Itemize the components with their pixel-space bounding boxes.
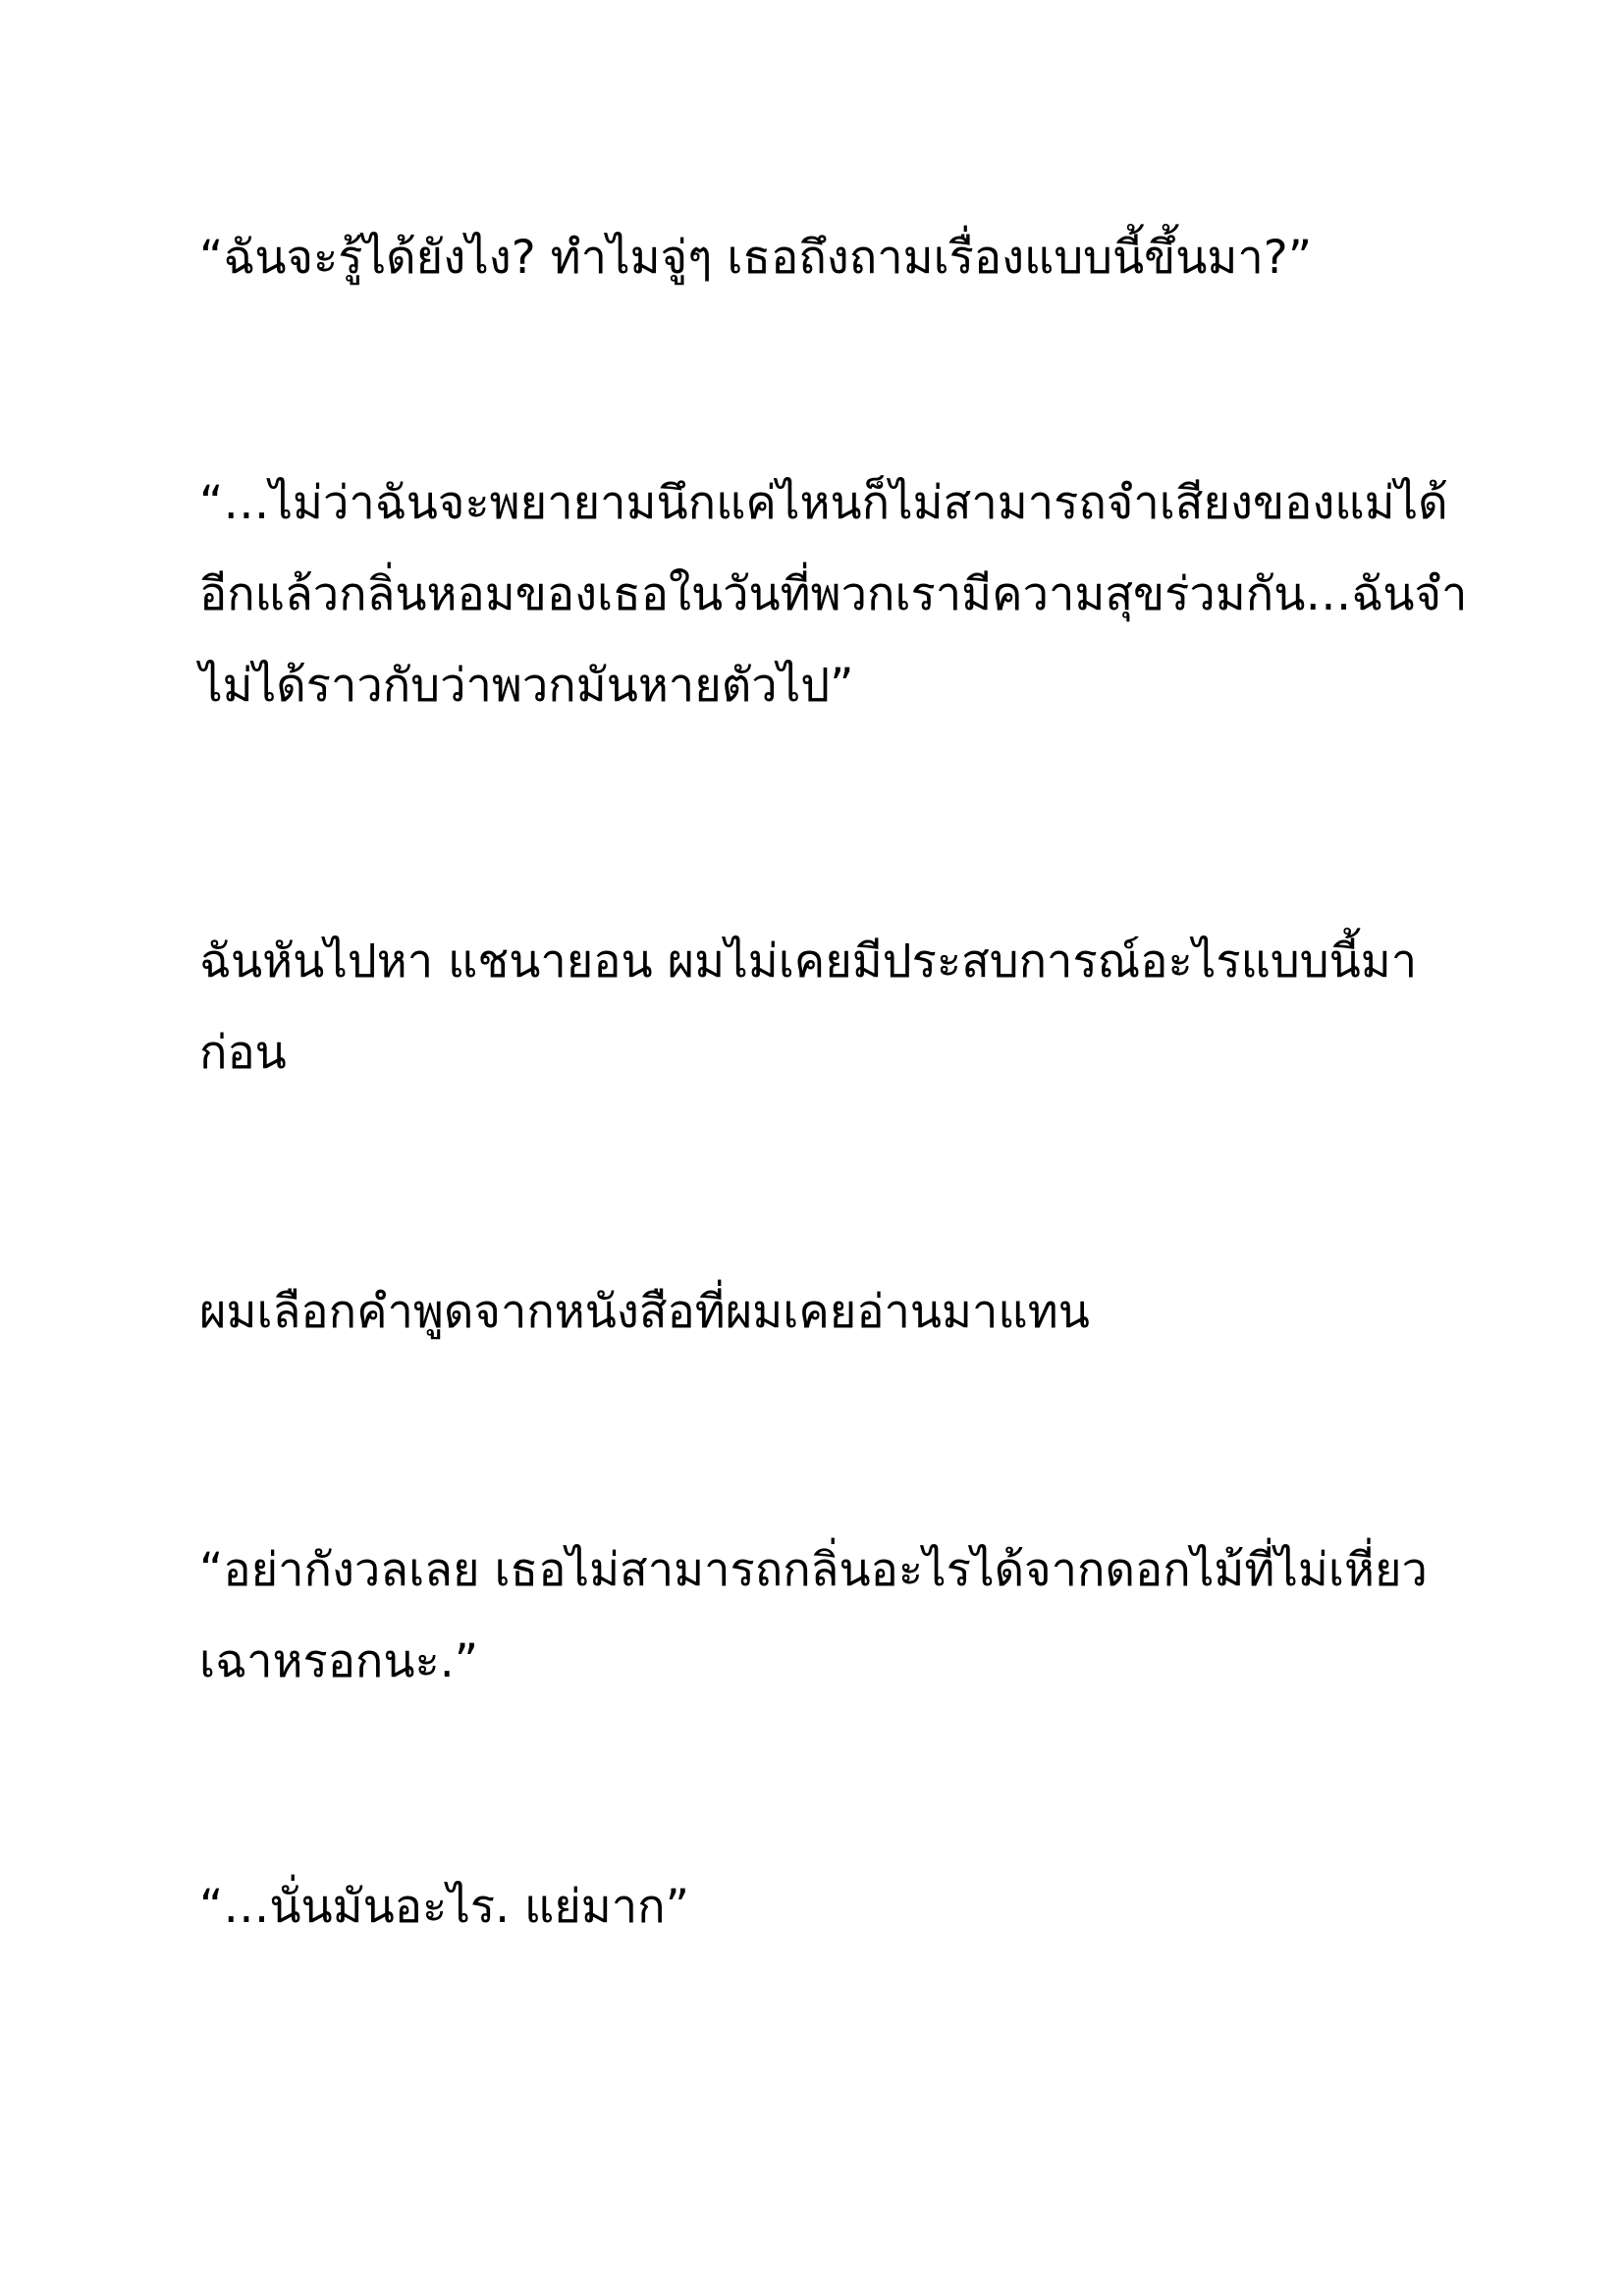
- paragraph-dialogue-3: [199, 1524, 1456, 1707]
- paragraph-narration-2: [199, 1266, 1456, 1358]
- text-line: ผมเลือกคำพูดจากหนังสือที่ผมเคยอ่านมาแทน: [199, 1285, 1090, 1339]
- paragraph-dialogue-1: [199, 212, 1456, 303]
- text-line: ก่อน: [199, 1026, 287, 1080]
- text-line: ไม่ได้ราวกับว่าพวกมันหายตัวไป”: [199, 659, 854, 713]
- text-line: เฉาหรอกนะ.”: [199, 1634, 479, 1688]
- text-line: ฉันหันไปหา แชนายอน ผมไม่เคยมีประสบการณ์อะไรแบบนี้มา: [199, 934, 1418, 988]
- text-line: “อย่ากังวลเลย เธอไม่สามารถกลิ่นอะไรได้จากดอกไม้ที่ไม่เหี่ยว: [199, 1543, 1428, 1597]
- paragraph-dialogue-4: [199, 1861, 1456, 1952]
- paragraph-narration-1: [199, 916, 1456, 1098]
- text-line: “ฉันจะรู้ได้ยังไง? ทำไมจู่ๆ เธอถึงถามเรื่องแบบนี้ขึ้นมา?”: [199, 231, 1313, 285]
- paragraph-dialogue-2: [199, 457, 1468, 731]
- text-line: “…นั่นมันอะไร. แย่มาก”: [199, 1880, 689, 1934]
- text-line: อีกแล้วกลิ่นหอมของเธอในวันที่พวกเรามีความสุขร่วมกัน…ฉันจำ: [199, 567, 1468, 621]
- text-line: “…ไม่ว่าฉันจะพยายามนึกแค่ไหนก็ไม่สามารถจำเสียงของแม่ได้: [199, 476, 1448, 530]
